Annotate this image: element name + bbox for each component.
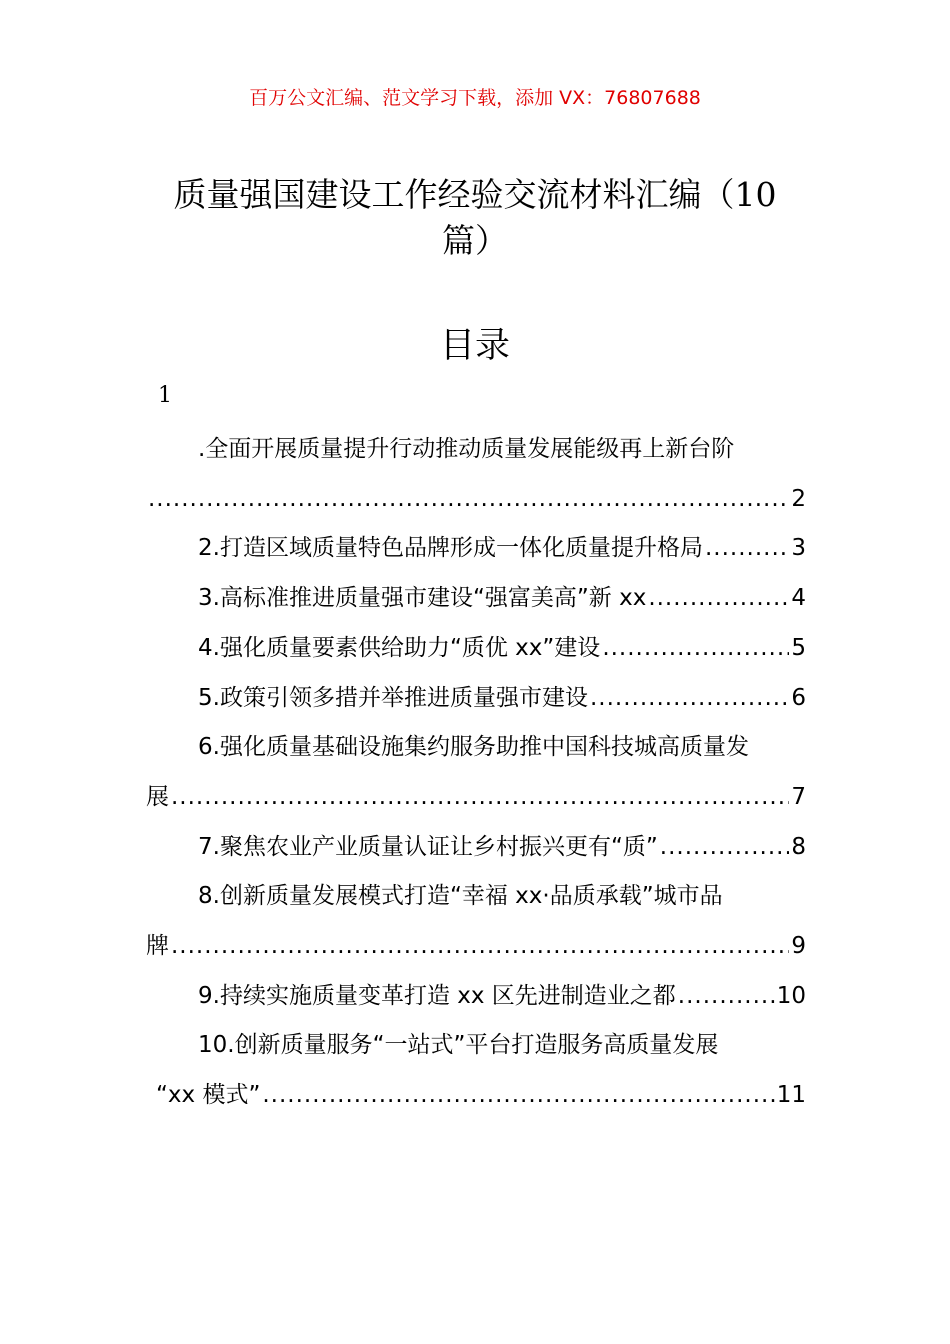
toc-leader [678, 972, 775, 1022]
toc-entry[interactable] [146, 1021, 806, 1120]
toc-entry-title-cont: 牌 [146, 933, 169, 960]
toc-entry-title: 9.持续实施质量变革打造 xx 区先进制造业之都 [198, 982, 676, 1009]
toc-entry-title: 7.聚焦农业产业质量认证让乡村振兴更有“质” [198, 833, 658, 860]
toc-leader [148, 475, 789, 525]
toc-leader [602, 624, 789, 674]
toc-entry-title: 8.创新质量发展模式打造“幸福 xx·品质承载”城市品 [198, 883, 723, 910]
toc-entry[interactable] [146, 524, 806, 574]
toc-entry[interactable] [146, 823, 806, 873]
document-title-part2: 篇） [442, 221, 508, 260]
toc-entry[interactable] [146, 674, 806, 724]
toc-entry-page: 3 [791, 535, 806, 562]
toc-entry-title: 2.打造区域质量特色品牌形成一体化质量提升格局 [198, 535, 703, 562]
toc-leader [705, 524, 789, 574]
table-of-contents [146, 425, 806, 1121]
document-title [140, 172, 810, 264]
toc-entry[interactable] [146, 624, 806, 674]
toc-entry-page: 7 [791, 783, 806, 810]
toc-heading: 目录 [439, 326, 510, 366]
toc-leader [171, 773, 789, 823]
toc-entry[interactable] [146, 872, 806, 971]
toc-entry-page: 2 [791, 485, 806, 512]
document-title-part1: 质量强国建设工作经验交流材料汇编（ [173, 175, 735, 214]
toc-entry-title: 10.创新质量服务“一站式”平台打造服务高质量发展 [198, 1032, 719, 1059]
toc-leader [660, 823, 790, 873]
toc-leader [171, 922, 789, 972]
toc-entry-page: 5 [791, 634, 806, 661]
toc-entry[interactable] [146, 574, 806, 624]
toc-entry-title: 5.政策引领多措并举推进质量强市建设 [198, 684, 588, 711]
toc-entry-page: 10 [776, 982, 806, 1009]
toc-entry-title-cont: “xx 模式” [156, 1082, 261, 1109]
header-notice: 百万公文汇编、范文学习下载，添加 VX：76807688 [249, 87, 701, 109]
document-title-number: 10 [734, 175, 777, 214]
toc-leader [648, 574, 789, 624]
toc-entry-title: 3.高标准推进质量强市建设“强富美高”新 xx [198, 585, 647, 612]
toc-entry-title: 4.强化质量要素供给助力“质优 xx”建设 [198, 634, 601, 661]
toc-entry-title: 6.强化质量基础设施集约服务助推中国科技城高质量发 [198, 734, 749, 761]
toc-entry-page: 9 [791, 933, 806, 960]
toc-entry-page: 4 [791, 585, 806, 612]
toc-entry[interactable] [146, 425, 806, 524]
toc-entry-title: .全面开展质量提升行动推动质量发展能级再上新台阶 [198, 436, 735, 462]
toc-leader [262, 1071, 774, 1121]
toc-entry[interactable] [146, 972, 806, 1022]
toc-entry[interactable] [146, 723, 806, 822]
toc-entry-page: 8 [791, 833, 806, 860]
toc-leader [590, 674, 789, 724]
toc-entry-title-cont: 展 [146, 783, 169, 810]
toc-entry-page: 11 [776, 1082, 806, 1109]
toc-entry-page: 6 [791, 684, 806, 711]
toc-lone-number: 1 [158, 383, 172, 408]
